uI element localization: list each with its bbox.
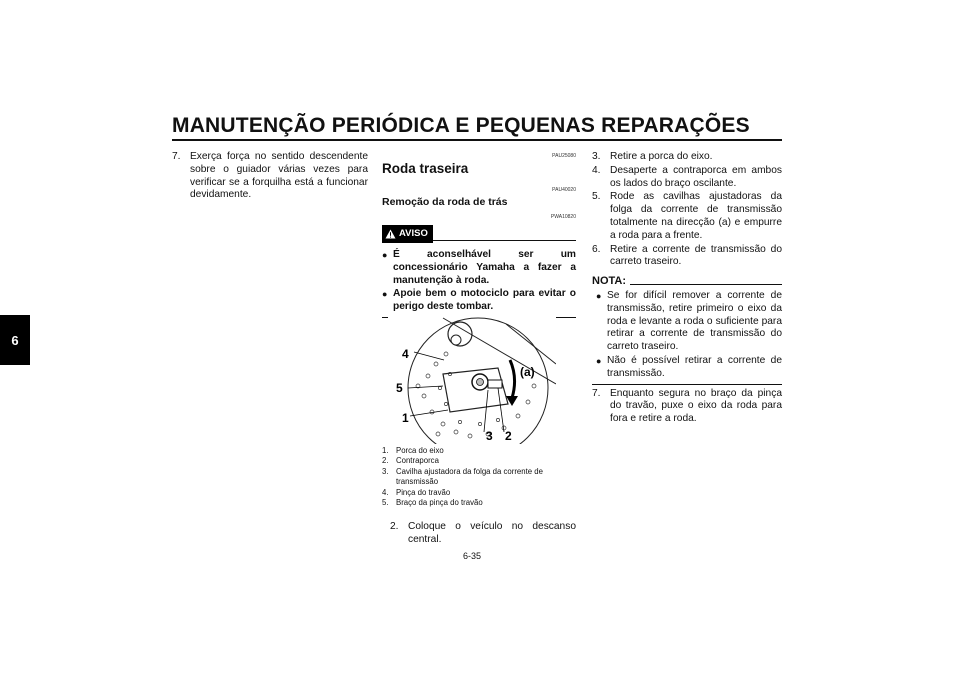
step-5 xyxy=(592,191,782,242)
subsection-title: Remoção da roda de trás xyxy=(382,196,508,209)
left-column xyxy=(172,151,368,203)
caliper-bolt xyxy=(451,335,461,345)
step-3 xyxy=(592,151,782,164)
step-7-left xyxy=(172,151,368,202)
caption-item xyxy=(382,488,578,498)
caption-number: 1. xyxy=(382,446,389,455)
caption-item xyxy=(382,446,578,456)
warning-badge xyxy=(382,225,433,243)
warning-triangle-icon xyxy=(385,229,396,239)
warning-label: AVISO xyxy=(399,227,428,239)
warning-bullet xyxy=(382,249,576,287)
caption-number: 2. xyxy=(382,456,389,466)
step-number: 7. xyxy=(592,387,601,399)
bullet-dot-icon: ● xyxy=(596,355,602,366)
caption-text: Cavilha ajustadora da folga da corrente de transmissão xyxy=(396,466,543,487)
caption-text: Contraporca xyxy=(396,456,439,466)
chain-adjuster xyxy=(488,380,502,388)
subsection-code: PAU40020 xyxy=(552,186,576,193)
caption-text: Braço da pinça do travão xyxy=(396,498,483,508)
bullet-dot-icon: ● xyxy=(596,290,602,301)
right-column xyxy=(592,151,782,427)
step-4 xyxy=(592,165,782,191)
figure-label-4: 4 xyxy=(402,347,409,361)
warning-code: PWA10820 xyxy=(550,214,576,221)
caption-text: Pinça do travão xyxy=(396,487,451,497)
step-6 xyxy=(592,244,782,270)
bullet-dot-icon: ● xyxy=(382,249,388,260)
step-number: 3. xyxy=(592,151,601,162)
caption-item xyxy=(382,467,578,488)
rear-wheel-figure xyxy=(388,316,556,444)
step-2 xyxy=(390,521,576,547)
step-text: Retire a corrente de transmissão do carreto traseiro. xyxy=(610,243,782,268)
step-text: Desaperte a contraporca em ambos os lados do braço oscilante. xyxy=(610,164,782,189)
section-title: Roda traseira xyxy=(382,160,469,176)
note-rule xyxy=(630,284,782,285)
caption-number: 4. xyxy=(382,487,389,497)
step-text: Coloque o veículo no descanso central. xyxy=(408,521,576,545)
note-end-rule xyxy=(592,384,782,385)
warning-rule xyxy=(433,240,576,241)
caption-number: 5. xyxy=(382,498,389,508)
figure-label-a: (a) xyxy=(520,365,535,379)
figure-label-5: 5 xyxy=(396,381,403,395)
step-number: 6. xyxy=(592,243,601,255)
step-7-right xyxy=(592,388,782,426)
caption-number: 3. xyxy=(382,466,389,476)
page-title: MANUTENÇÃO PERIÓDICA E PEQUENAS REPARAÇÕES xyxy=(172,114,750,137)
bullet-text: É aconselhável ser um concessionário Yamaha a fazer a manutenção à roda. xyxy=(393,248,576,286)
caption-item xyxy=(382,498,578,508)
bullet-text: Se for difícil remover a corrente de transmissão, retire primeiro o eixo da roda e levante a roda o suficiente para retirar a corrente de transmissão do carreto traseiro. xyxy=(607,289,782,353)
note-bullet xyxy=(596,355,782,381)
step-number: 2. xyxy=(390,521,399,532)
page-number: 6-35 xyxy=(463,551,482,561)
middle-steps-b xyxy=(390,521,576,548)
step-text: Retire a porca do eixo. xyxy=(610,151,713,162)
header-rule xyxy=(172,139,782,141)
warning-list xyxy=(382,249,576,314)
figure-label-1: 1 xyxy=(402,411,409,425)
caption-text: Porca do eixo xyxy=(396,446,444,455)
section-code: PAU25080 xyxy=(552,153,576,159)
step-number: 7. xyxy=(172,151,181,162)
note-header xyxy=(592,275,782,288)
figure-label-2: 2 xyxy=(505,429,512,443)
note-bullet xyxy=(596,290,782,354)
bullet-text: Apoie bem o motociclo para evitar o perigo deste tombar. xyxy=(393,288,576,313)
caption-item xyxy=(382,456,578,466)
step-text: Exerça força no sentido descendente sobre o guiador várias vezes para verificar se a forquilha está a funcionar devidamente. xyxy=(190,151,368,201)
figure-label-3: 3 xyxy=(486,429,493,443)
bullet-text: Não é possível retirar a corrente de transmissão. xyxy=(607,354,782,379)
middle-column xyxy=(382,150,576,335)
step-number: 5. xyxy=(592,191,601,203)
step-number: 4. xyxy=(592,164,601,176)
chapter-tab[interactable]: 6 xyxy=(0,315,30,365)
step-text: Rode as cavilhas ajustadoras da folga da corrente de transmissão totalmente na direcção (a) e empurre a roda para a frente. xyxy=(610,191,782,241)
step-text: Enquanto segura no braço da pinça do travão, puxe o eixo da roda para fora e retire a roda. xyxy=(610,387,782,425)
note-list xyxy=(592,290,782,381)
figure-captions xyxy=(382,446,578,508)
bullet-dot-icon: ● xyxy=(382,289,388,300)
note-label: NOTA: xyxy=(592,275,627,288)
warning-header xyxy=(382,225,576,243)
warning-bullet xyxy=(382,288,576,314)
